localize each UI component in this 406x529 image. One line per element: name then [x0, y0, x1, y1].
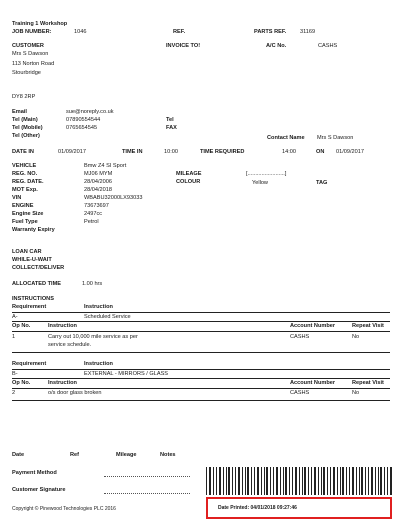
invoice-to-label: INVOICE TO!: [166, 43, 201, 49]
account-number-header: Account Number: [290, 323, 336, 329]
barcode-icon: [206, 467, 392, 495]
ref-label: REF.: [173, 29, 186, 35]
parts-ref-label: PARTS REF.: [254, 29, 287, 35]
divider: [12, 352, 390, 353]
customer-signature-line: [104, 493, 190, 494]
instructions-title: INSTRUCTIONS: [12, 296, 54, 302]
reg-no-value: MJ06 MYM: [84, 171, 113, 177]
warranty-expiry-label: Warranty Expiry: [12, 227, 55, 233]
allocated-time-value: 1.00 hrs: [82, 281, 103, 287]
footer-date-label: Date: [12, 452, 25, 458]
tel-label: Tel: [166, 117, 174, 123]
mileage-value: [........................]: [246, 171, 287, 177]
footer-notes-label: Notes: [160, 452, 176, 458]
repeat-visit-header: Repeat Visit: [352, 380, 384, 386]
requirement-code: B-: [12, 371, 18, 377]
payment-method-label: Payment Method: [12, 470, 57, 476]
vehicle-value: Bmw Z4 SI Sport: [84, 163, 127, 169]
date-in-value: 01/09/2017: [58, 149, 86, 155]
op-text-line-2: service schedule.: [48, 342, 92, 348]
tag-label: TAG: [316, 180, 328, 186]
collect-deliver-label: COLLECT/DELIVER: [12, 265, 65, 271]
requirement-header: Requirement: [12, 304, 47, 310]
tel-other-label: Tel (Other): [12, 133, 40, 139]
mileage-label: MILEAGE: [176, 171, 202, 177]
repeat-visit-header: Repeat Visit: [352, 323, 384, 329]
on-date-value: 01/09/2017: [336, 149, 364, 155]
op-repeat-visit: No: [352, 334, 360, 340]
tel-main-label: Tel (Main): [12, 117, 38, 123]
mot-label: MOT Exp.: [12, 187, 38, 193]
op-text-line-1: Carry out 10,000 mile service as per: [48, 334, 138, 340]
op-account-number: CASHS: [290, 334, 310, 340]
footer-ref-label: Ref: [70, 452, 80, 458]
workshop-title: Training 1 Workshop: [12, 21, 68, 27]
divider: [12, 388, 390, 389]
tel-main-value: 07890554544: [66, 117, 101, 123]
email-value: sue@noreply.co.uk: [66, 109, 114, 115]
colour-value: Yellow: [252, 180, 268, 186]
op-instruction-header: Instruction: [48, 380, 77, 386]
instruction-header: Instruction: [84, 304, 113, 310]
time-required-value: 14:00: [282, 149, 296, 155]
reg-date-label: REG. DATE.: [12, 179, 44, 185]
allocated-time-label: ALLOCATED TIME: [12, 281, 61, 287]
fuel-type-label: Fuel Type: [12, 219, 38, 225]
requirement-instruction: EXTERNAL - MIRRORS / GLASS: [84, 371, 169, 377]
time-in-value: 10:00: [164, 149, 178, 155]
requirement-header: Requirement: [12, 361, 47, 367]
vehicle-label: VEHICLE: [12, 163, 37, 169]
fax-label: FAX: [166, 125, 177, 131]
date-in-label: DATE IN: [12, 149, 34, 155]
op-instruction-header: Instruction: [48, 323, 77, 329]
job-number-value: 1046: [74, 29, 87, 35]
vin-value: WBABU32000LX93033: [84, 195, 143, 201]
customer-address-1: 113 Norton Road: [12, 61, 55, 67]
contact-name-value: Mrs S Dawson: [317, 135, 354, 141]
contact-name-label: Contact Name: [267, 135, 305, 141]
job-number-label: JOB NUMBER:: [12, 29, 52, 35]
ac-no-label: A/C No.: [266, 43, 287, 49]
vin-label: VIN: [12, 195, 22, 201]
while-u-wait-label: WHILE-U-WAIT: [12, 257, 52, 263]
op-number: 1: [12, 334, 16, 340]
op-repeat-visit: No: [352, 390, 360, 396]
divider: [12, 312, 390, 313]
mot-value: 28/04/2018: [84, 187, 112, 193]
customer-name: Mrs S Dawson: [12, 51, 49, 57]
op-text-line-1: o/s door glass broken: [48, 390, 102, 396]
parts-ref-value: 31169: [300, 29, 316, 35]
op-account-number: CASHS: [290, 390, 310, 396]
copyright-text: Copyright © Pinewood Technologies PLC 2016: [12, 506, 116, 512]
loan-car-label: LOAN CAR: [12, 249, 42, 255]
engine-label: ENGINE: [12, 203, 34, 209]
requirement-code: A-: [12, 314, 18, 320]
requirement-instruction: Scheduled Service: [84, 314, 131, 320]
instruction-header: Instruction: [84, 361, 113, 367]
customer-signature-label: Customer Signature: [12, 487, 66, 493]
divider: [12, 321, 390, 322]
tel-mobile-value: 0765654545: [66, 125, 98, 131]
time-in-label: TIME IN: [122, 149, 143, 155]
time-required-label: TIME REQUIRED: [200, 149, 245, 155]
on-label: ON: [316, 149, 325, 155]
divider: [12, 369, 390, 370]
divider: [12, 400, 390, 401]
email-label: Email: [12, 109, 27, 115]
op-number: 2: [12, 390, 16, 396]
footer-mileage-label: Mileage: [116, 452, 137, 458]
engine-value: 73673697: [84, 203, 109, 209]
op-no-header: Op No.: [12, 323, 31, 329]
date-printed-text: Date Printed: 04/01/2018 09:27:46: [218, 505, 297, 511]
engine-size-label: Engine Size: [12, 211, 44, 217]
customer-label: CUSTOMER: [12, 43, 44, 49]
op-no-header: Op No.: [12, 380, 31, 386]
ac-no-value: CASHS: [318, 43, 338, 49]
reg-date-value: 28/04/2006: [84, 179, 112, 185]
divider: [12, 378, 390, 379]
reg-no-label: REG. NO.: [12, 171, 38, 177]
payment-method-line: [104, 476, 190, 477]
divider: [12, 331, 390, 332]
tel-mobile-label: Tel (Mobile): [12, 125, 43, 131]
engine-size-value: 2497cc: [84, 211, 103, 217]
account-number-header: Account Number: [290, 380, 336, 386]
customer-postcode: DY8 2RP: [12, 94, 36, 100]
fuel-type-value: Petrol: [84, 219, 99, 225]
colour-label: COLOUR: [176, 179, 201, 185]
customer-address-2: Stourbridge: [12, 70, 41, 76]
